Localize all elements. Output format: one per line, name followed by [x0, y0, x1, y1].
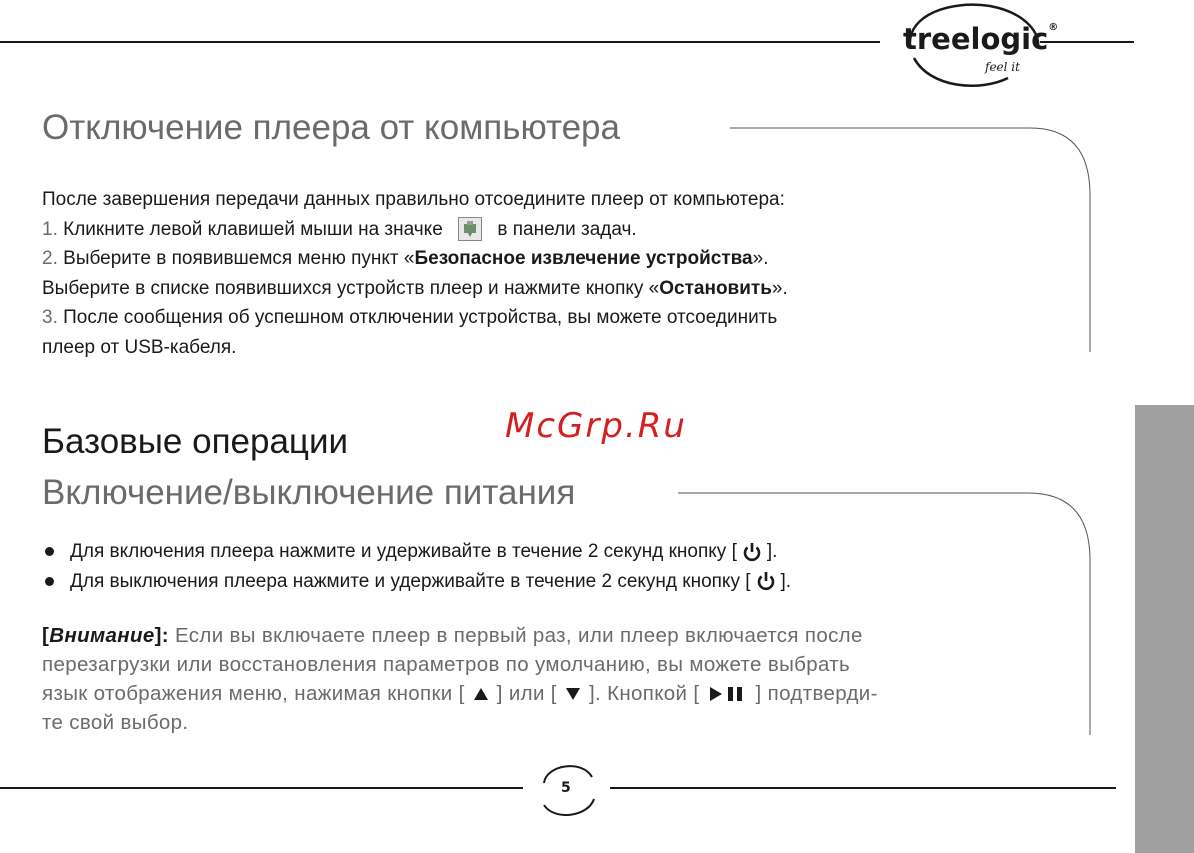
power-icon	[741, 541, 763, 563]
footer-rule-right	[610, 787, 1116, 789]
note-line-2: перезагрузки или восстановления параметров по умолчанию, вы можете выбрать	[42, 653, 851, 676]
play-pause-icon	[708, 686, 748, 702]
safely-remove-tray-icon	[458, 217, 482, 241]
bullet-dot	[45, 577, 54, 586]
section-subtitle-power: Включение/выключение питания	[42, 473, 576, 512]
note-line-1: [Внимание]: Если вы включаете плеер в первый раз, или плеер включается после	[42, 624, 863, 647]
bullet-power-off: Для выключения плеера нажмите и удерживайте в течение 2 секунд кнопку [ ].	[42, 567, 791, 597]
power-bullets	[42, 537, 791, 596]
down-arrow-icon	[565, 687, 581, 701]
step-2-continued: Выберите в списке появившихся устройств плеер и нажмите кнопку «Остановить».	[42, 277, 788, 299]
section-title-disconnect: Отключение плеера от компьютера	[42, 108, 620, 147]
bullet-dot	[45, 547, 54, 556]
step-3-continued: плеер от USB-кабеля.	[42, 336, 237, 358]
note-line-3: язык отображения меню, нажимая кнопки [ ] или [ ]. Кнопкой [ ] подтверди-	[42, 682, 878, 705]
page-number: 5	[561, 780, 571, 796]
intro-line: После завершения передачи данных правильно отсоедините плеер от компьютера:	[42, 189, 785, 210]
bullet-power-on: Для включения плеера нажмите и удерживайте в течение 2 секунд кнопку [ ].	[42, 537, 791, 567]
watermark: McGrp.Ru	[505, 406, 687, 446]
brand-tagline: feel it	[985, 60, 1020, 74]
brand-logo: treelogic®	[903, 22, 1059, 56]
up-arrow-icon	[473, 687, 489, 701]
step-2: 2. Выберите в появившемся меню пункт «Безопасное извлечение устройства».	[42, 248, 769, 269]
step-1: 1. Кликните левой клавишей мыши на значке в панели задач.	[42, 218, 637, 240]
note-line-4: те свой выбор.	[42, 711, 189, 734]
disconnect-instructions	[42, 185, 788, 362]
footer-rule-left	[0, 787, 523, 789]
attention-note	[42, 621, 878, 737]
power-icon	[755, 570, 777, 592]
header-rule-left	[0, 41, 880, 43]
section-title-basic: Базовые операции	[42, 422, 349, 461]
side-tab	[1135, 405, 1194, 853]
step-3: 3. После сообщения об успешном отключении устройства, вы можете отсоединить	[42, 307, 778, 328]
